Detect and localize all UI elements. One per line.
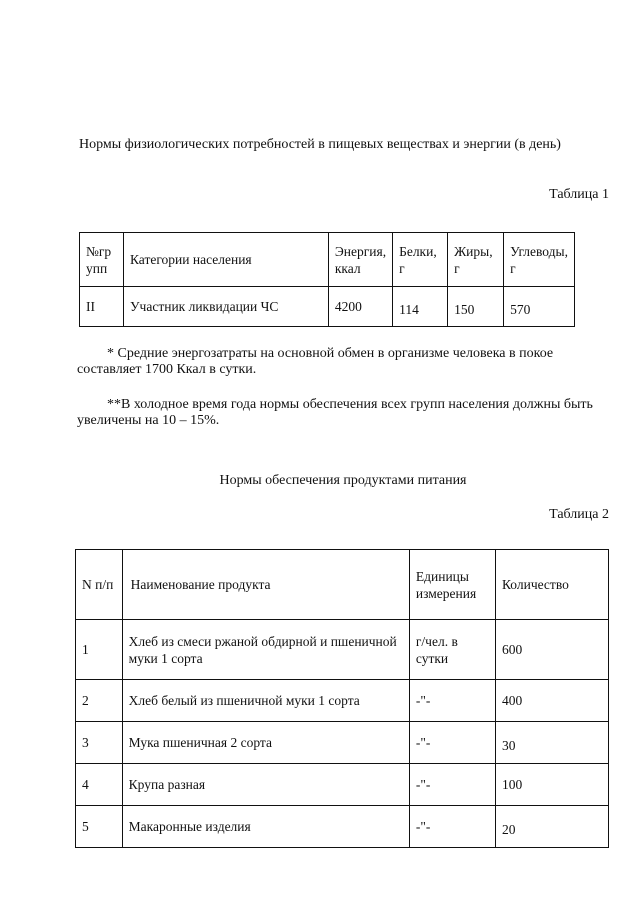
table2-cell: 5 [76, 806, 123, 848]
table2-cell: -"- [409, 722, 495, 764]
table2-cell: 1 [76, 620, 123, 680]
table2-cell: -"- [409, 764, 495, 806]
table2-cell: 20 [495, 806, 608, 848]
table1-cell: 150 [448, 287, 504, 327]
table-row [76, 722, 609, 764]
table1-cell: II [80, 287, 124, 327]
table2-cell: 30 [495, 722, 608, 764]
table2-header-row [76, 550, 609, 620]
table2-title: Нормы обеспечения продуктами питания [219, 473, 467, 488]
table1-header-row [80, 233, 575, 287]
table2-cell: 4 [76, 764, 123, 806]
table2-cell: Крупа разная [122, 764, 409, 806]
table1-header-cell: Категории населения [123, 233, 328, 287]
table1-header-cell: Энергия, ккал [328, 233, 392, 287]
table2-header-cell: Наименование продукта [122, 550, 409, 620]
table2-cell: Хлеб из смеси ржаной обдирной и пшеничной муки 1 сорта [122, 620, 409, 680]
table1 [79, 232, 575, 327]
table2-cell: -"- [409, 680, 495, 722]
table-row [76, 620, 609, 680]
table1-cell: 4200 [328, 287, 392, 327]
table1-cell: Участник ликвидации ЧС [123, 287, 328, 327]
table2-cell: 400 [495, 680, 608, 722]
table-row [76, 680, 609, 722]
table2-cell: 100 [495, 764, 608, 806]
footnote-cold-season: **В холодное время года нормы обеспечения всех групп населения должны быть увеличены на 10 – 15%. [77, 397, 593, 428]
table2-caption: Таблица 2 [549, 507, 609, 522]
table1-cell: 570 [504, 287, 575, 327]
table-row [76, 764, 609, 806]
table1-cell: 114 [393, 287, 448, 327]
table2-header-cell: N п/п [76, 550, 123, 620]
table-row [76, 806, 609, 848]
table2-cell: 2 [76, 680, 123, 722]
table2-cell: Хлеб белый из пшеничной муки 1 сорта [122, 680, 409, 722]
table1-title: Нормы физиологических потребностей в пищевых веществах и энергии (в день) [79, 137, 561, 152]
table2-cell: Мука пшеничная 2 сорта [122, 722, 409, 764]
table2-cell: г/чел. в сутки [409, 620, 495, 680]
table1-header-cell: Жиры, г [448, 233, 504, 287]
table-row [80, 287, 575, 327]
table1-header-cell: Углеводы, г [504, 233, 575, 287]
table2-header-cell: Единицы измерения [409, 550, 495, 620]
table1-header-cell: №гр упп [80, 233, 124, 287]
table1-caption: Таблица 1 [549, 187, 609, 202]
table2-cell: Макаронные изделия [122, 806, 409, 848]
table2-cell: 600 [495, 620, 608, 680]
table2-cell: -"- [409, 806, 495, 848]
table1-header-cell: Белки, г [393, 233, 448, 287]
table2 [75, 549, 609, 848]
footnote-energy: * Средние энергозатраты на основной обмен в организме человека в покое составляет 1700 Ккал в сутки. [77, 346, 554, 377]
table2-header-cell: Количество [495, 550, 608, 620]
table2-cell: 3 [76, 722, 123, 764]
